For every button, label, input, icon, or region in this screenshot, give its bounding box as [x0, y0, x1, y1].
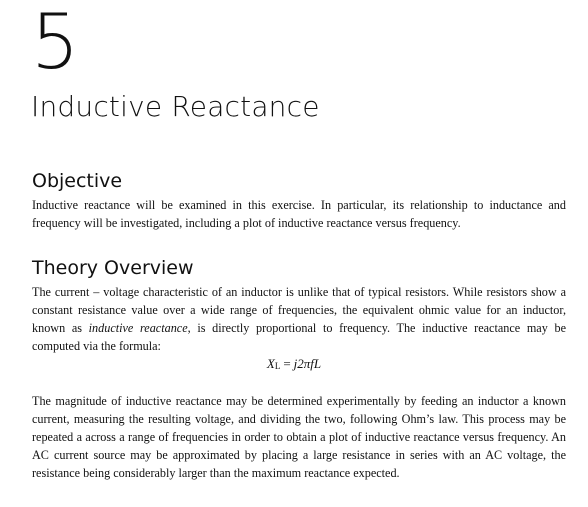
formula-equals: = — [283, 356, 291, 371]
objective-heading: Objective — [32, 170, 123, 192]
theory-paragraph-1 — [32, 283, 566, 355]
theory-overview-heading: Theory Overview — [32, 257, 194, 279]
reactance-formula — [0, 355, 588, 375]
formula-lhs: X — [266, 356, 275, 371]
chapter-number: 5 — [31, 0, 78, 86]
objective-paragraph: Inductive reactance will be examined in this exercise. In particular, its relationship to inductance and frequency will be investigated, including a plot of inductive reactance versus frequency. — [32, 198, 566, 230]
theory-paragraph-2: The magnitude of inductive reactance may be determined experimentally by feeding an inductor a known current, measuring the resulting voltage, and dividing the two, following Ohm’s law. This process may be repeated a across a range of frequencies in order to obtain a plot of inductive reactance versus frequency. An AC current source may be approximated by placing a large resistance in series with an AC voltage, the resistance being considerably larger than the maximum reactance expected. — [32, 394, 566, 480]
inductive-reactance-term: inductive reactance — [88, 321, 188, 335]
theory-paragraph-1-text-a: The current – voltage characteristic of an inductor is unlike that of typical resistors. While resistors show a constant resistance value over a wide range of frequencies, the equivalent ohmic value for an inductor, known as — [32, 285, 566, 335]
theory-paragraph-1-text-b: , is directly proportional to frequency. The inductive reactance may be computed via the formula: — [32, 321, 566, 353]
formula-rhs: j2πfL — [293, 356, 322, 371]
chapter-title: Inductive Reactance — [31, 90, 320, 123]
formula-lhs-subscript: L — [274, 361, 281, 371]
